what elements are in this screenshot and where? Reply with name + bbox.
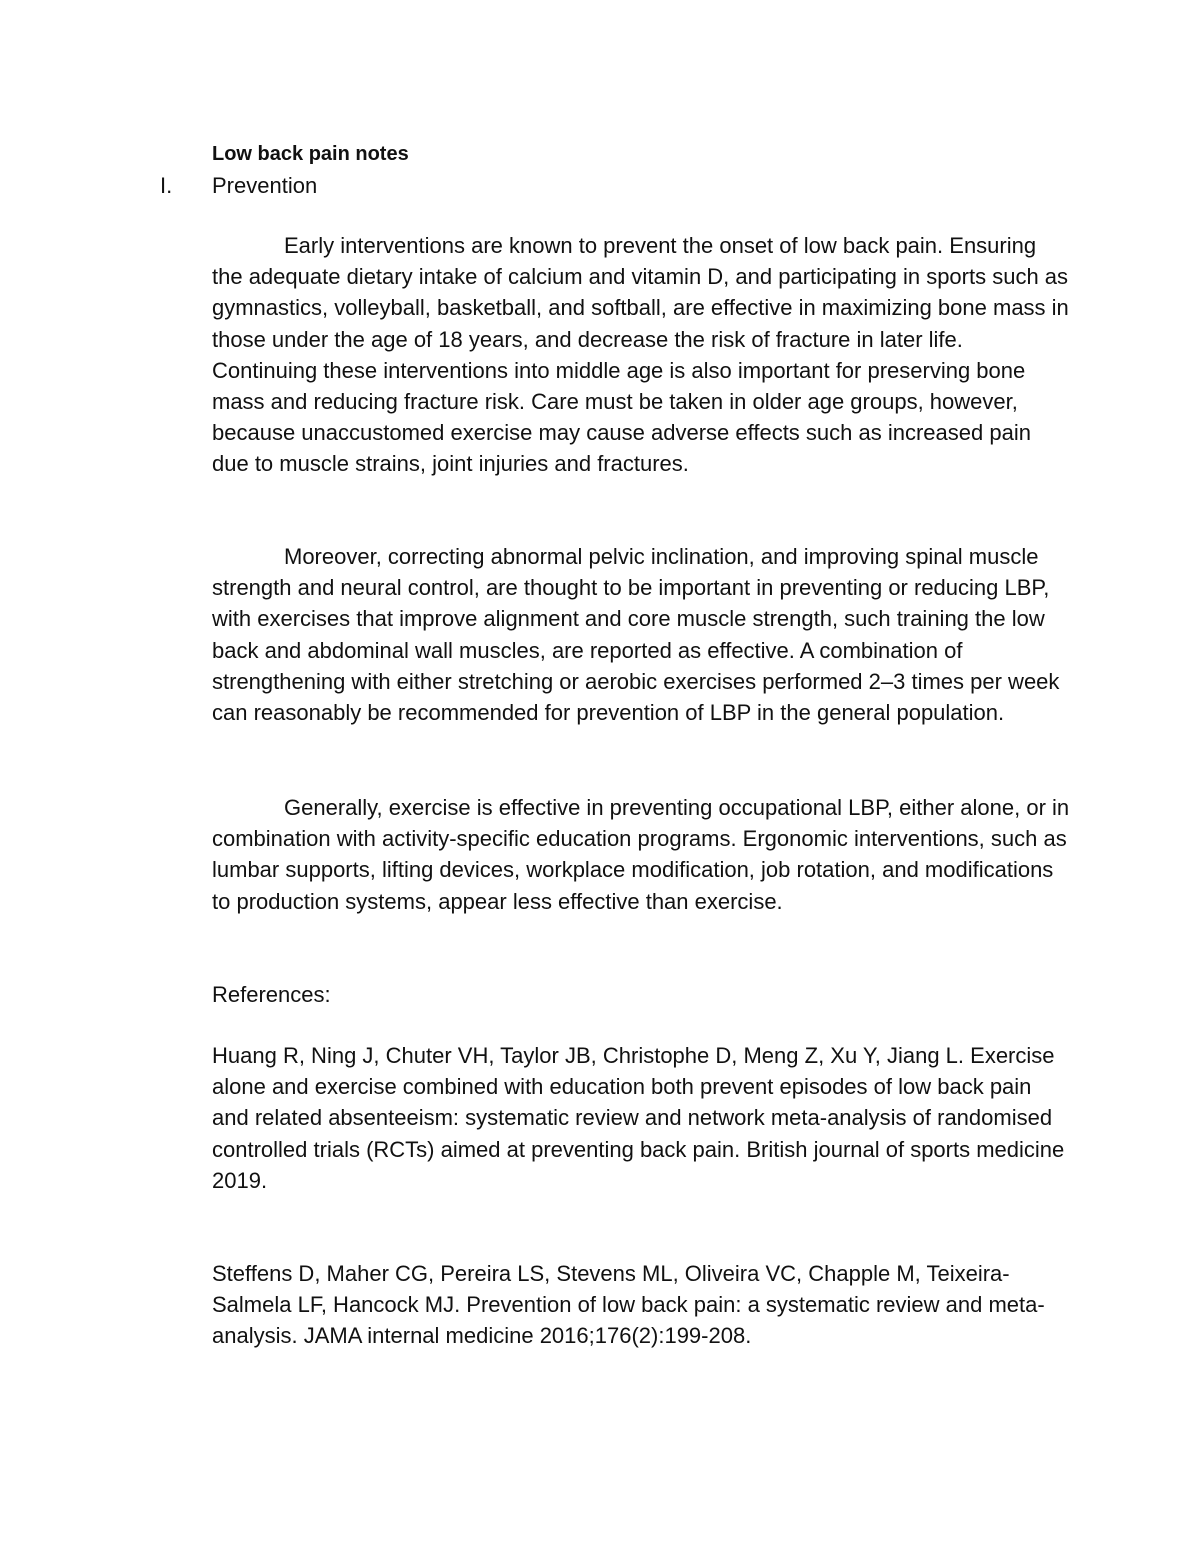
reference-item: Steffens D, Maher CG, Pereira LS, Stevens ML, Oliveira VC, Chapple M, Teixeira-Salmela LF, Hancock MJ. Prevention of low back pain: a systematic review and meta-analysis. JAMA internal medicine 2016;176(2):199-208. [212, 1261, 1045, 1349]
section-number: I. [160, 173, 173, 198]
section-label: Prevention [212, 173, 318, 198]
paragraph-occupational-lbp [212, 792, 1072, 917]
reference-item: Huang R, Ning J, Chuter VH, Taylor JB, Christophe D, Meng Z, Xu Y, Jiang L. Exercise alone and exercise combined with education both prevent episodes of low back pain and related absenteeism: systematic review and network meta-analysis of randomised controlled trials (RCTs) aimed at preventing back pain. British journal of sports medicine 2019. [212, 1043, 1065, 1193]
document-title: Low back pain notes [212, 143, 409, 165]
paragraph-text: Early interventions are known to prevent the onset of low back pain. Ensuring the adequate dietary intake of calcium and vitamin D, and participating in sports such as gymnastics, volleyball, basketball, and softball, are effective in maximizing bone mass in those under the age of 18 years, and decrease the risk of fracture in later life. Continuing these interventions into middle age is also important for preserving bone mass and reducing fracture risk. Care must be taken in older age groups, however, because unaccustomed exercise may cause adverse effects such as increased pain due to muscle strains, joint injuries and fractures. [212, 233, 1069, 477]
paragraph-text: Generally, exercise is effective in preventing occupational LBP, either alone, or in combination with activity-specific education programs. Ergonomic interventions, such as lumbar supports, lifting devices, workplace modification, job rotation, and modifications to production systems, appear less effective than exercise. [212, 795, 1070, 914]
references-heading: References: [212, 982, 331, 1007]
paragraph-pelvic-inclination [212, 541, 1072, 728]
paragraph-text: Moreover, correcting abnormal pelvic inclination, and improving spinal muscle strength and neural control, are thought to be important in preventing or reducing LBP, with exercises that improve alignment and core muscle strength, such training the low back and abdominal wall muscles, are reported as effective. A combination of strengthening with either stretching or aerobic exercises performed 2–3 times per week can reasonably be recommended for prevention of LBP in the general population. [212, 544, 1060, 726]
paragraph-early-interventions [212, 230, 1072, 480]
